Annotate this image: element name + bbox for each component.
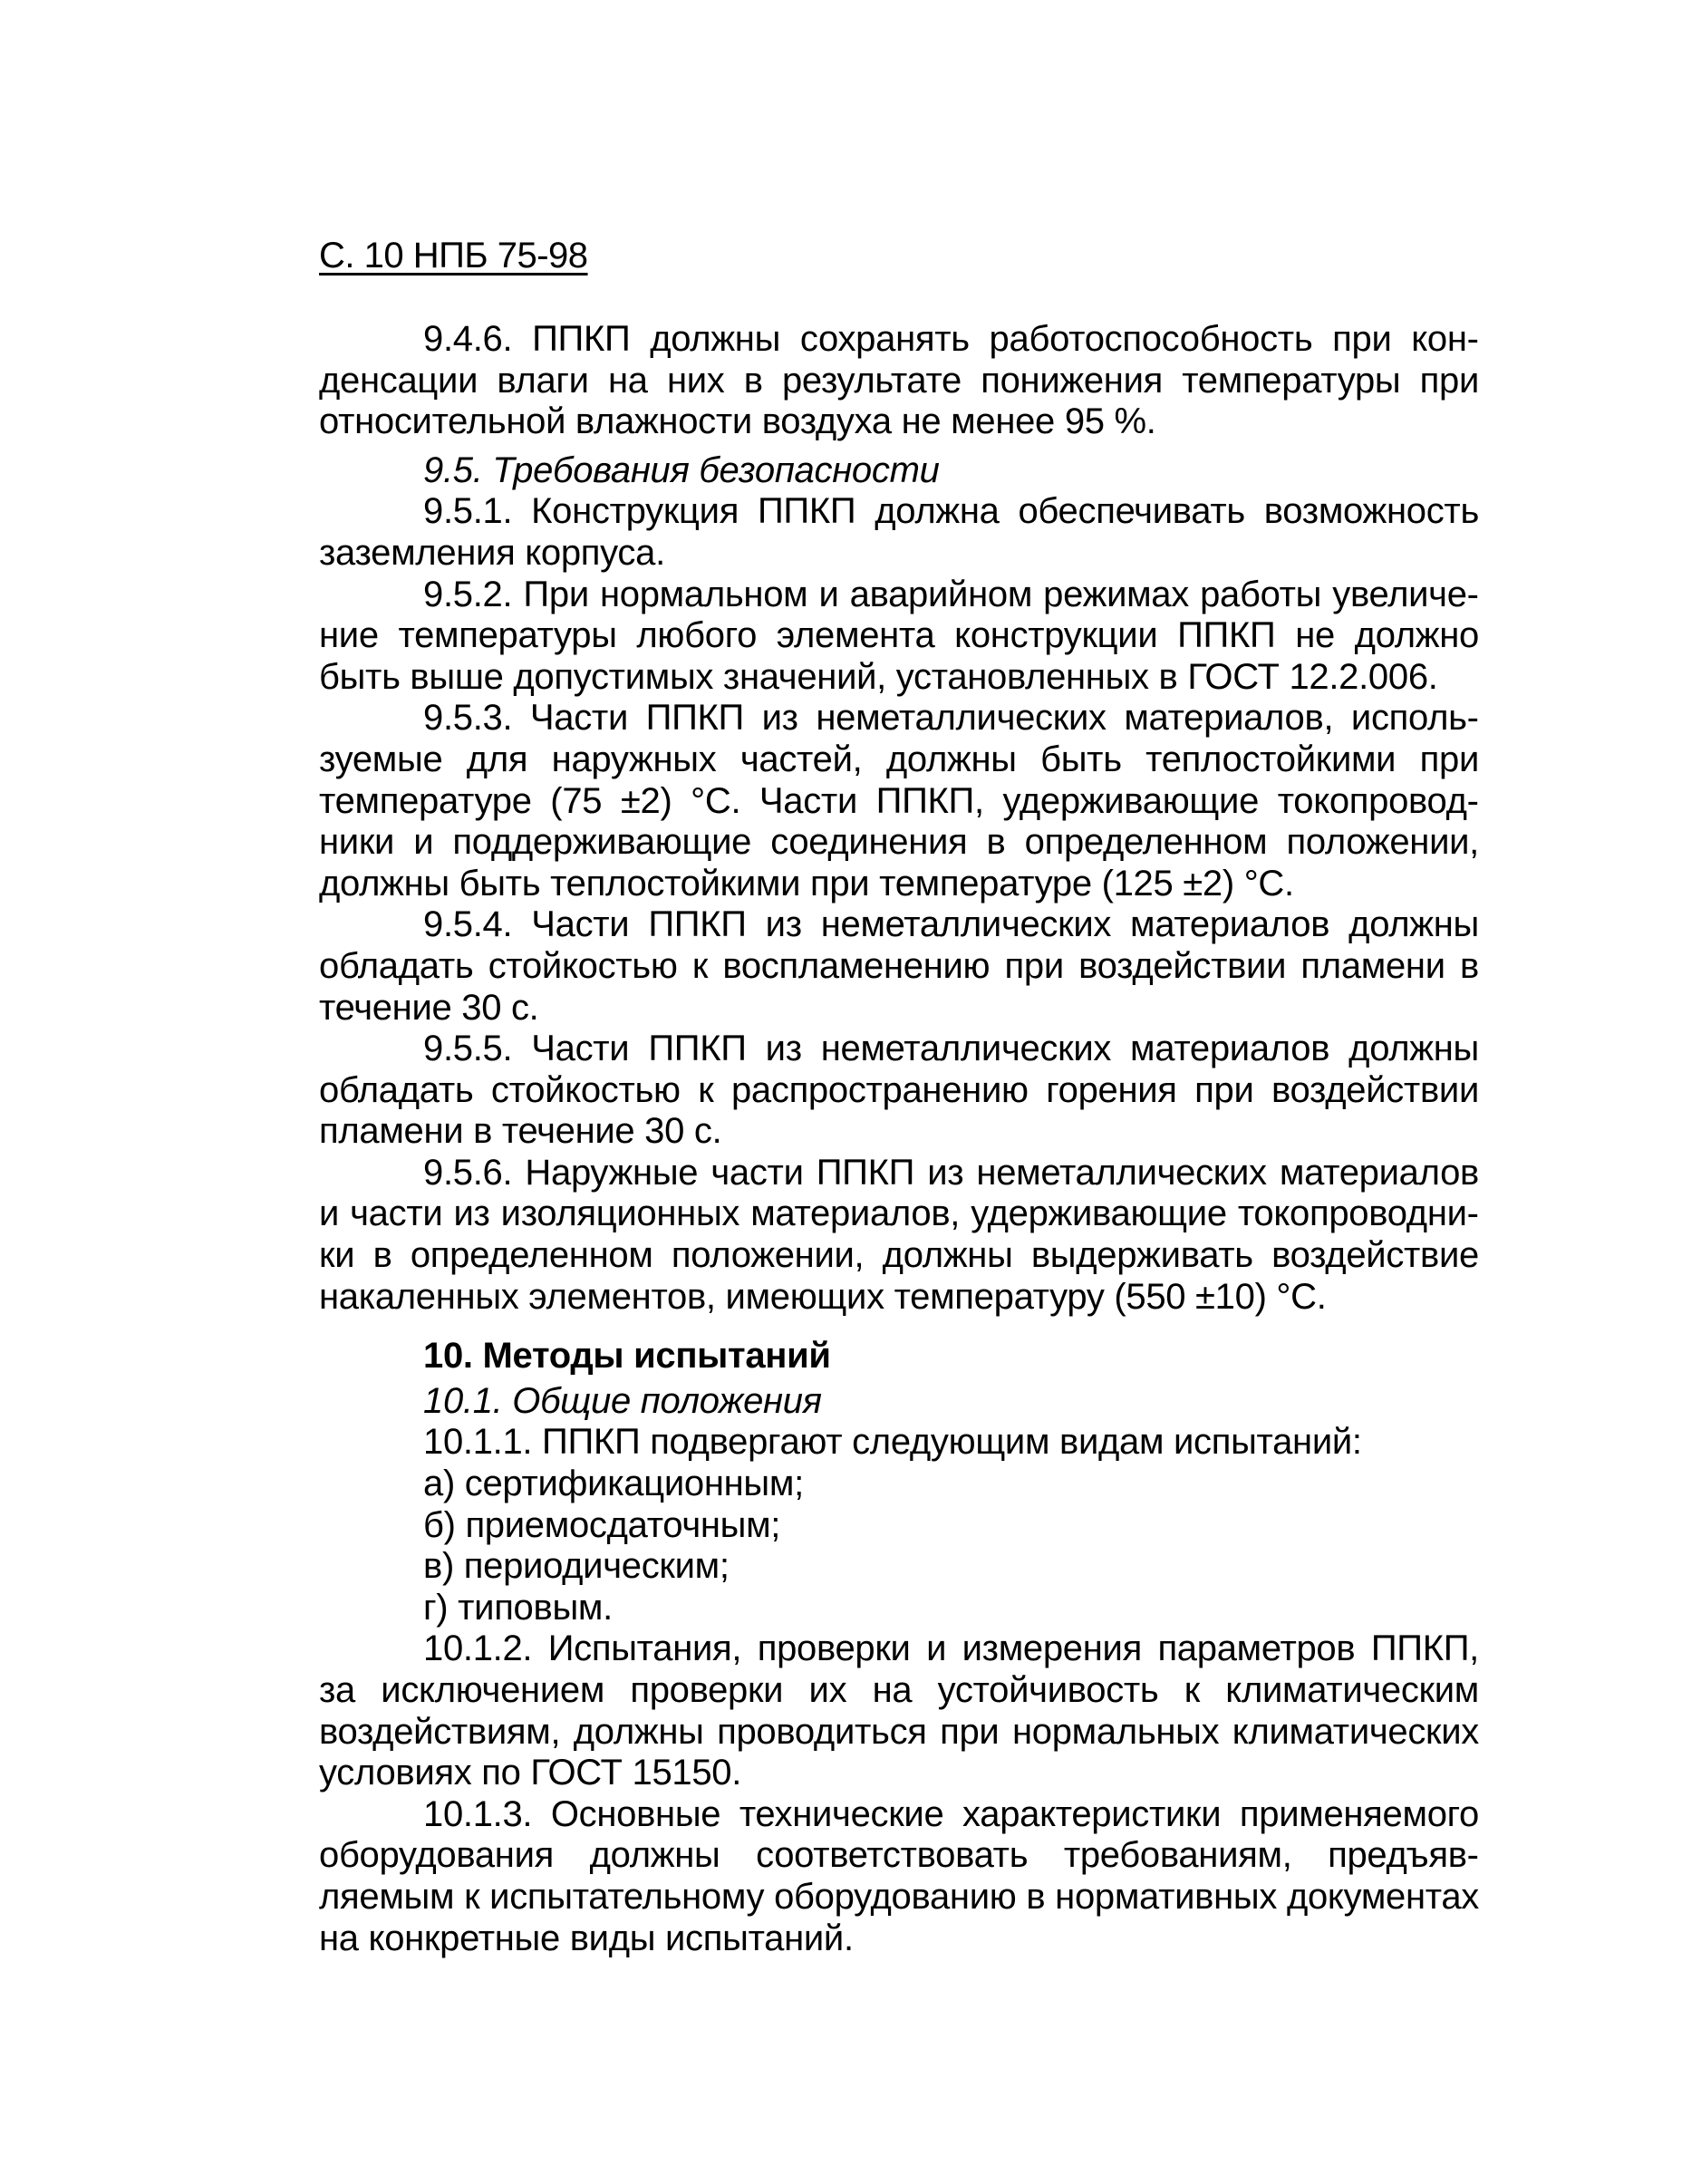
paragraph-9-5-2: 9.5.2. При нормальном и аварийном режимах работы увеличение температуры любого элемента конструкции ППКП не должно быть выше допустимых значений, установленных в ГОСТ 12.2.006. bbox=[319, 574, 1479, 697]
list-item: г) типовым. bbox=[423, 1587, 613, 1628]
subsection-heading-10-1: 10.1. Общие положения bbox=[423, 1380, 822, 1421]
list-item: б) приемосдаточным; bbox=[423, 1504, 781, 1545]
section-heading-10: 10. Методы испытаний bbox=[423, 1336, 831, 1377]
list-item: а) сертификационным; bbox=[423, 1464, 804, 1504]
paragraph-9-5-1: 9.5.1. Конструкция ППКП должна обеспечивать возможность заземления корпуса. bbox=[319, 491, 1479, 573]
paragraph-10-1-2: 10.1.2. Испытания, проверки и измерения параметров ППКП, за исключением проверки их на устойчивость к климатическим воздействиям, должны проводиться при нормальных климатических условиях по ГОСТ 15150. bbox=[319, 1628, 1479, 1793]
paragraph-9-5-4: 9.5.4. Части ППКП из неметаллических материалов должны обладать стойкостью к воспламенению при воздействии пламени в течение 30 с. bbox=[319, 904, 1479, 1028]
paragraph-10-1-3: 10.1.3. Основные технические характеристики применяемого оборудования должны соответствовать требованиям, предъявляемым к испытательному оборудованию в нормативных документах на конкретные виды испытаний. bbox=[319, 1793, 1479, 1958]
paragraph-10-1-1: 10.1.1. ППКП подвергают следующим видам испытаний: bbox=[423, 1422, 1362, 1463]
list-item: в) периодическим; bbox=[423, 1546, 730, 1587]
paragraph-9-5-5: 9.5.5. Части ППКП из неметаллических материалов должны обладать стойкостью к распространению горения при воздействии пламени в течение 30 с. bbox=[319, 1029, 1479, 1152]
paragraph-9-5-3: 9.5.3. Части ППКП из неметаллических материалов, используемые для наружных частей, должны быть теплостойкими при температуре (75 ±2) °С. Части ППКП, удерживающие токопроводники и поддерживающие соединения в определенном положении, должны быть теплостойкими при температуре (125 ±2) °С. bbox=[319, 698, 1479, 904]
paragraph-9-4-6: 9.4.6. ППКП должны сохранять работоспособность при конденсации влаги на них в результате понижения температуры при относительной влажности воздуха не менее 95 %. bbox=[319, 319, 1479, 442]
subsection-heading-9-5: 9.5. Требования безопасности bbox=[423, 449, 940, 490]
paragraph-9-5-6: 9.5.6. Наружные части ППКП из неметаллических материалов и части из изоляционных материалов, удерживающие токопроводники в определенном положении, должны выдерживать воздействие накаленных элементов, имеющих температуру (550 ±10) °С. bbox=[319, 1152, 1479, 1317]
document-body bbox=[319, 319, 1479, 1959]
page-header: С. 10 НПБ 75-98 bbox=[319, 236, 588, 275]
